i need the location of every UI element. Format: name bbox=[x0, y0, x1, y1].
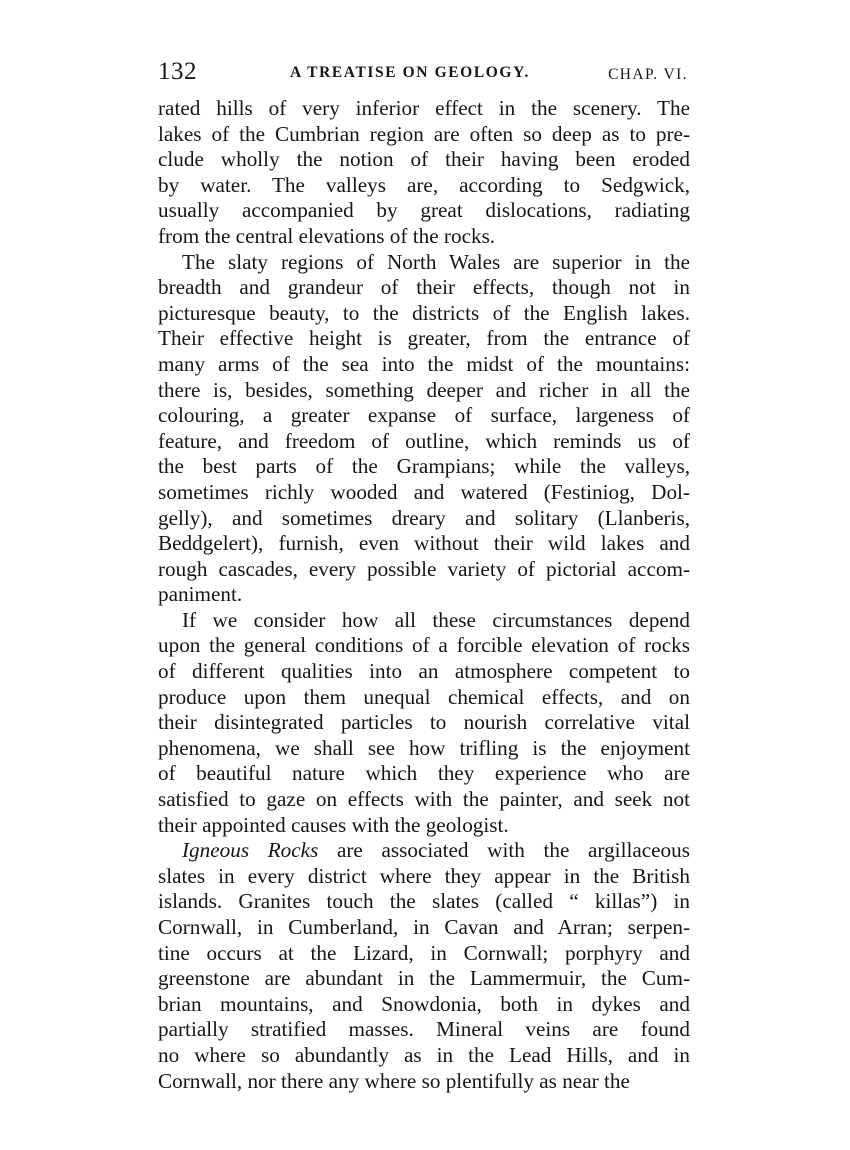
text-line: phenomena, we shall see how trifling is the enjoyment bbox=[158, 735, 690, 760]
text-line: Cornwall, nor there any where so plentifully as near the bbox=[158, 1068, 630, 1093]
text-line: satisfied to gaze on effects with the painter, and seek not bbox=[158, 787, 690, 812]
text-line: Their effective height is greater, from the entrance of bbox=[158, 326, 690, 351]
text-line: partially stratified masses. Mineral veins are found bbox=[158, 1017, 690, 1042]
chapter-label: CHAP. VI. bbox=[608, 66, 688, 83]
text-line: gelly), and sometimes dreary and solitary (Llanberis, bbox=[158, 505, 690, 530]
text-line: Cornwall, in Cumberland, in Cavan and Arran; serpen- bbox=[158, 915, 690, 939]
text-line: sometimes richly wooded and watered (Festiniog, Dol- bbox=[158, 479, 690, 504]
text-line: produce upon them unequal chemical effects, and on bbox=[158, 684, 690, 709]
text-line: by water. The valleys are, according to Sedgwick, bbox=[158, 172, 690, 197]
text-line: many arms of the sea into the midst of the mountains: bbox=[158, 351, 690, 376]
text-line: upon the general conditions of a forcible elevation of rocks bbox=[158, 633, 690, 658]
text-line: greenstone are abundant in the Lammermuir, the Cum- bbox=[158, 966, 690, 991]
text-line: the best parts of the Grampians; while the valleys, bbox=[158, 454, 690, 479]
text-line: clude wholly the notion of their having been eroded bbox=[158, 147, 690, 172]
text-line bbox=[158, 838, 690, 864]
text-line: rough cascades, every possible variety of pictorial accom- bbox=[158, 556, 690, 581]
text-line: from the central elevations of the rocks. bbox=[158, 223, 496, 248]
paragraph-1 bbox=[158, 96, 690, 250]
text-line: slates in every district where they appear in the British bbox=[158, 863, 690, 888]
body-text bbox=[158, 96, 690, 1094]
text-line: lakes of the Cumbrian region are often so deep as to pre- bbox=[158, 121, 690, 146]
text-line: of beautiful nature which they experience who are bbox=[158, 761, 690, 786]
paragraph-4 bbox=[158, 838, 690, 1094]
text-span: are associated with the argillaceous bbox=[318, 838, 690, 863]
text-line: colouring, a greater expanse of surface, largeness of bbox=[158, 403, 690, 428]
text-line: usually accompanied by great dislocations, radiating bbox=[158, 198, 690, 223]
text-line: islands. Granites touch the slates (called “ killas”) in bbox=[158, 889, 690, 914]
text-line: their disintegrated particles to nourish correlative vital bbox=[158, 710, 690, 735]
page-number: 132 bbox=[158, 58, 197, 85]
text-line: no where so abundantly as in the Lead Hills, and in bbox=[158, 1042, 690, 1067]
italic-term: Igneous Rocks bbox=[182, 838, 319, 863]
text-line: brian mountains, and Snowdonia, both in dykes and bbox=[158, 991, 690, 1016]
paragraph-2 bbox=[158, 250, 690, 608]
text-line: breadth and grandeur of their effects, though not in bbox=[158, 275, 690, 300]
text-line: If we consider how all these circumstances depend bbox=[182, 607, 690, 632]
text-line: their appointed causes with the geologist. bbox=[158, 812, 509, 837]
text-line: picturesque beauty, to the districts of the English lakes. bbox=[158, 300, 690, 325]
text-line: tine occurs at the Lizard, in Cornwall; porphyry and bbox=[158, 940, 690, 965]
text-line: there is, besides, something deeper and richer in all the bbox=[158, 377, 690, 402]
text-line: of different qualities into an atmosphere competent to bbox=[158, 659, 690, 684]
text-line: paniment. bbox=[158, 582, 243, 607]
text-line: Beddgelert), furnish, even without their wild lakes and bbox=[158, 531, 690, 556]
paragraph-3 bbox=[158, 608, 690, 838]
text-line: rated hills of very inferior effect in the scenery. The bbox=[158, 96, 690, 120]
running-head bbox=[158, 58, 688, 88]
text-line: The slaty regions of North Wales are superior in the bbox=[182, 249, 690, 274]
book-title: A TREATISE ON GEOLOGY. bbox=[290, 64, 530, 81]
text-line: feature, and freedom of outline, which reminds us of bbox=[158, 428, 690, 453]
